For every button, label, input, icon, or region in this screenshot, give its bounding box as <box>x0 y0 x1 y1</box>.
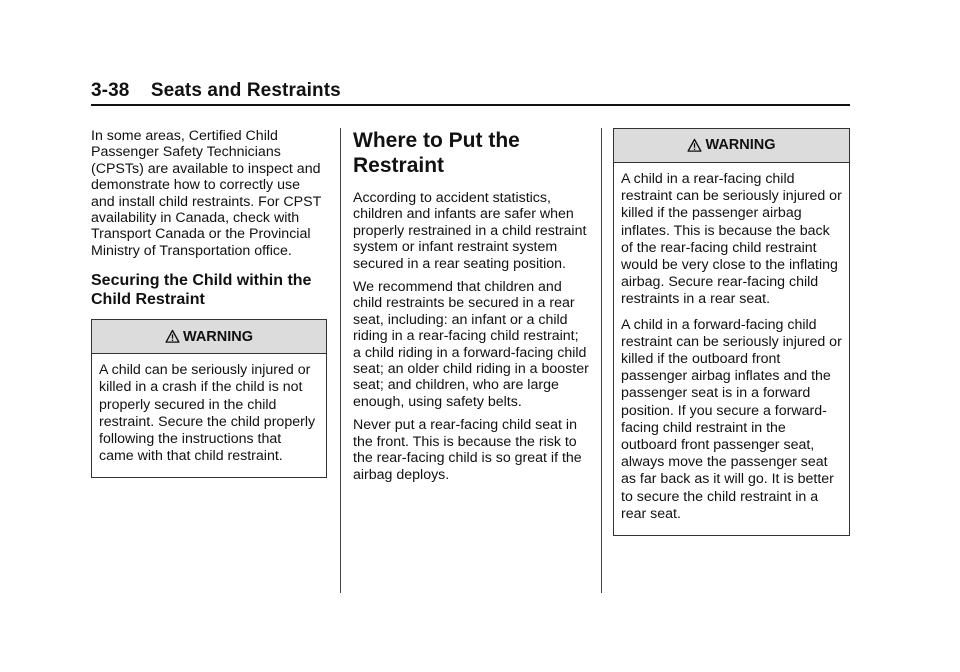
column-3 <box>613 128 850 536</box>
warning-triangle-icon <box>687 138 702 153</box>
warning-title: WARNING <box>182 328 254 345</box>
warning-title: WARNING <box>705 137 776 154</box>
warning-body <box>92 354 326 477</box>
paragraph: We recommend that children and child restraints be secured in a rear seat, including: an infant or a child riding in a rear-facing child restraint; a child riding in a forward-facing child seat; an older child riding in a booster seat; and children, who are large enough, using safety belts. <box>353 279 589 410</box>
warning-title-bar <box>92 320 326 354</box>
warning-paragraph: A child in a rear-facing child restraint can be seriously injured or killed if the passenger airbag inflates. This is because the back of the rear-facing child restraint would be very close to the inflating airbag. Secure rear-facing child restraints in a rear seat. <box>621 171 842 308</box>
warning-paragraph: A child in a forward-facing child restraint can be seriously injured or killed if the outboard front passenger airbag inflates and the passenger seat is in a forward position. If you secure a forward-facing child restraint in the outboard front passenger seat, always move the passenger seat as far back as it will go. It is better to secure the child restraint in a rear seat. <box>621 316 842 522</box>
column-divider-1 <box>340 128 341 593</box>
warning-triangle-icon <box>165 329 180 344</box>
section-title: Seats and Restraints <box>150 80 341 101</box>
warning-text: A child can be seriously injured or killed in a crash if the child is not properly secured in the child restraint. Secure the child properly following the instructions that came with that child restraint. <box>99 362 316 465</box>
paragraph: According to accident statistics, children and infants are safer when properly restrained in a child restraint system or infant restraint system secured in a rear seating position. <box>353 190 587 272</box>
warning-box-2 <box>613 128 850 536</box>
column-divider-2 <box>601 128 602 593</box>
warning-box-1 <box>91 319 327 478</box>
page-header <box>91 80 341 102</box>
section-heading-securing: Securing the Child within the Child Restraint <box>91 272 312 309</box>
column-1 <box>91 128 327 478</box>
header-rule <box>91 104 850 106</box>
warning-title-bar <box>614 129 849 163</box>
intro-paragraph: In some areas, Certified Child Passenger Safety Technicians (CPSTs) are available to inspect and demonstrate how to correctly use and install child restraints. For CPST availability in Canada, check with Transport Canada or the Provincial Ministry of Transportation office. <box>91 128 321 259</box>
page-number: 3-38 <box>91 80 130 101</box>
warning-body <box>614 163 849 535</box>
section-heading-where: Where to Put the Restraint <box>353 129 520 177</box>
column-2 <box>353 128 589 490</box>
paragraph: Never put a rear-facing child seat in the front. This is because the risk to the rear-facing child is so great if the airbag deploys. <box>353 417 582 483</box>
